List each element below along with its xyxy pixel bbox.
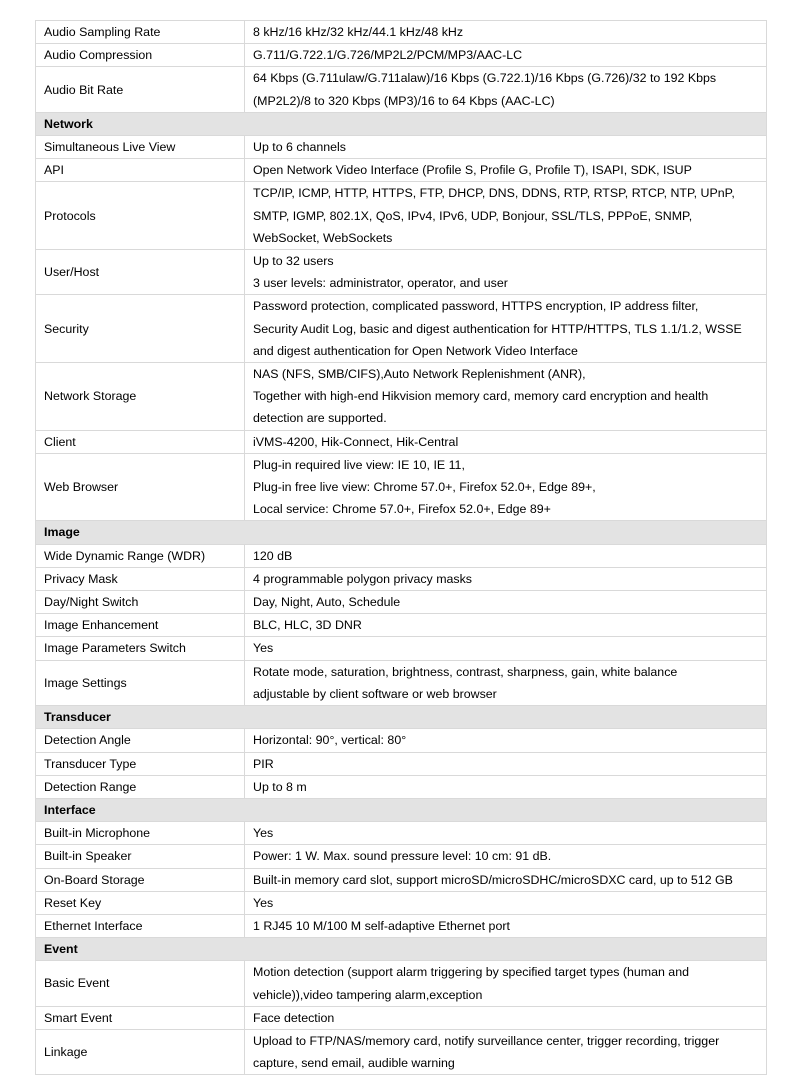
spec-row <box>36 67 767 112</box>
spec-table <box>35 20 767 1075</box>
spec-value-line: 120 dB <box>253 548 293 563</box>
spec-value-line: 4 programmable polygon privacy masks <box>253 571 472 586</box>
spec-value-line: (MP2L2)/8 to 320 Kbps (MP3)/16 to 64 Kbps (AAC-LC) <box>253 93 555 108</box>
spec-row <box>36 891 767 914</box>
spec-row <box>36 295 767 363</box>
spec-value-line: vehicle)),video tampering alarm,exception <box>253 987 483 1002</box>
spec-value-line: Up to 32 users <box>253 254 334 269</box>
spec-value <box>245 614 767 637</box>
spec-value-line: Up to 8 m <box>253 779 307 794</box>
spec-value-line: Plug-in free live view: Chrome 57.0+, Firefox 52.0+, Edge 89+, <box>253 480 596 495</box>
spec-value-line: Yes <box>253 826 274 841</box>
spec-value <box>245 430 767 453</box>
spec-row <box>36 637 767 660</box>
spec-value <box>245 660 767 705</box>
spec-value-line: adjustable by client software or web browser <box>253 686 497 701</box>
spec-value-line: NAS (NFS, SMB/CIFS),Auto Network Replenishment (ANR), <box>253 367 586 382</box>
spec-label: Audio Compression <box>36 44 245 67</box>
spec-label: Built-in Speaker <box>36 845 245 868</box>
spec-value <box>245 822 767 845</box>
spec-value-line: PIR <box>253 756 274 771</box>
spec-value-line: Face detection <box>253 1010 335 1025</box>
spec-label: Basic Event <box>36 961 245 1006</box>
spec-label: Image Settings <box>36 660 245 705</box>
spec-value <box>245 775 767 798</box>
spec-value <box>245 752 767 775</box>
spec-value-line: Plug-in required live view: IE 10, IE 11, <box>253 457 465 472</box>
spec-value-line: Local service: Chrome 57.0+, Firefox 52.0+, Edge 89+ <box>253 502 551 517</box>
spec-value-line: Yes <box>253 895 274 910</box>
spec-value-line: 8 kHz/16 kHz/32 kHz/44.1 kHz/48 kHz <box>253 25 464 39</box>
spec-row <box>36 453 767 521</box>
spec-label: Privacy Mask <box>36 567 245 590</box>
spec-row <box>36 430 767 453</box>
spec-value-line: 3 user levels: administrator, operator, and user <box>253 276 508 291</box>
spec-label: Transducer Type <box>36 752 245 775</box>
spec-row <box>36 1029 767 1074</box>
spec-value-line: SMTP, IGMP, 802.1X, QoS, IPv4, IPv6, UDP, Bonjour, SSL/TLS, PPPoE, SNMP, <box>253 208 693 223</box>
spec-row <box>36 868 767 891</box>
spec-row <box>36 363 767 431</box>
spec-row <box>36 961 767 1006</box>
spec-row <box>36 567 767 590</box>
spec-row <box>36 182 767 250</box>
section-title: Transducer <box>36 706 767 729</box>
spec-row <box>36 775 767 798</box>
spec-label: Web Browser <box>36 453 245 521</box>
spec-label: Reset Key <box>36 891 245 914</box>
spec-row <box>36 159 767 182</box>
spec-value <box>245 637 767 660</box>
spec-value-line: Open Network Video Interface (Profile S, Profile G, Profile T), ISAPI, SDK, ISUP <box>253 163 692 178</box>
spec-label: Day/Night Switch <box>36 591 245 614</box>
spec-row <box>36 544 767 567</box>
spec-value-line: 64 Kbps (G.711ulaw/G.711alaw)/16 Kbps (G.722.1)/16 Kbps (G.726)/32 to 192 Kbps <box>253 71 717 86</box>
spec-label: Image Parameters Switch <box>36 637 245 660</box>
spec-label: Detection Range <box>36 775 245 798</box>
spec-value <box>245 453 767 521</box>
spec-value-line: Upload to FTP/NAS/memory card, notify surveillance center, trigger recording, trigger <box>253 1033 720 1048</box>
spec-row <box>36 822 767 845</box>
spec-row <box>36 729 767 752</box>
spec-label: Built-in Microphone <box>36 822 245 845</box>
section-title: Event <box>36 938 767 961</box>
spec-value <box>245 182 767 250</box>
spec-value <box>245 891 767 914</box>
spec-value-line: Together with high-end Hikvision memory card, memory card encryption and health <box>253 389 709 404</box>
spec-value-line: Power: 1 W. Max. sound pressure level: 10 cm: 91 dB. <box>253 849 552 864</box>
spec-value-line: detection are supported. <box>253 411 387 426</box>
spec-value-line: Up to 6 channels <box>253 140 346 155</box>
spec-row <box>36 136 767 159</box>
section-header-row <box>36 798 767 821</box>
spec-value <box>245 868 767 891</box>
spec-value <box>245 729 767 752</box>
spec-value <box>245 295 767 363</box>
spec-value-line: Day, Night, Auto, Schedule <box>253 595 401 610</box>
spec-value <box>245 961 767 1006</box>
spec-row <box>36 591 767 614</box>
spec-label: Wide Dynamic Range (WDR) <box>36 544 245 567</box>
spec-value-line: TCP/IP, ICMP, HTTP, HTTPS, FTP, DHCP, DNS, DDNS, RTP, RTSP, RTCP, NTP, UPnP, <box>253 186 735 201</box>
spec-label: Protocols <box>36 182 245 250</box>
section-header-row <box>36 938 767 961</box>
spec-value <box>245 914 767 937</box>
spec-label: API <box>36 159 245 182</box>
spec-value <box>245 136 767 159</box>
spec-label: Network Storage <box>36 363 245 431</box>
spec-value <box>245 67 767 112</box>
spec-label: Ethernet Interface <box>36 914 245 937</box>
spec-value <box>245 567 767 590</box>
spec-row <box>36 1006 767 1029</box>
spec-value-line: BLC, HLC, 3D DNR <box>253 618 362 633</box>
section-header-row <box>36 521 767 544</box>
section-title: Network <box>36 112 767 135</box>
spec-value-line: Rotate mode, saturation, brightness, contrast, sharpness, gain, white balance <box>253 664 678 679</box>
spec-label: Simultaneous Live View <box>36 136 245 159</box>
spec-label: Audio Sampling Rate <box>36 21 245 44</box>
spec-value-line: Horizontal: 90°, vertical: 80° <box>253 733 407 748</box>
spec-value-line: Built-in memory card slot, support microSD/microSDHC/microSDXC card, up to 512 GB <box>253 872 733 887</box>
spec-row <box>36 250 767 295</box>
section-header-row <box>36 706 767 729</box>
spec-label: On-Board Storage <box>36 868 245 891</box>
spec-value-line: iVMS-4200, Hik-Connect, Hik-Central <box>253 434 459 449</box>
spec-value <box>245 1029 767 1074</box>
spec-value <box>245 250 767 295</box>
spec-row <box>36 845 767 868</box>
spec-label: Client <box>36 430 245 453</box>
spec-value-line: G.711/G.722.1/G.726/MP2L2/PCM/MP3/AAC-LC <box>253 48 523 63</box>
spec-label: Detection Angle <box>36 729 245 752</box>
spec-value-line: capture, send email, audible warning <box>253 1056 455 1071</box>
spec-label: Linkage <box>36 1029 245 1074</box>
spec-label: Image Enhancement <box>36 614 245 637</box>
spec-table-body <box>36 21 767 1075</box>
spec-value <box>245 159 767 182</box>
spec-row <box>36 614 767 637</box>
spec-row <box>36 21 767 44</box>
spec-value <box>245 1006 767 1029</box>
section-header-row <box>36 112 767 135</box>
spec-value <box>245 363 767 431</box>
spec-value-line: 1 RJ45 10 M/100 M self-adaptive Ethernet port <box>253 918 510 933</box>
spec-row <box>36 660 767 705</box>
spec-value-line: Security Audit Log, basic and digest authentication for HTTP/HTTPS, TLS 1.1/1.2, WSSE <box>253 321 742 336</box>
spec-value-line: Yes <box>253 641 274 656</box>
spec-label: Smart Event <box>36 1006 245 1029</box>
spec-row <box>36 44 767 67</box>
spec-value-line: and digest authentication for Open Network Video Interface <box>253 343 578 358</box>
spec-row <box>36 914 767 937</box>
spec-value <box>245 44 767 67</box>
spec-value-line: Motion detection (support alarm triggering by specified target types (human and <box>253 965 689 980</box>
spec-value-line: WebSocket, WebSockets <box>253 230 393 245</box>
spec-row <box>36 752 767 775</box>
spec-label: Security <box>36 295 245 363</box>
spec-value <box>245 544 767 567</box>
spec-value <box>245 591 767 614</box>
spec-value-line: Password protection, complicated password, HTTPS encryption, IP address filter, <box>253 299 699 314</box>
section-title: Interface <box>36 798 767 821</box>
spec-value <box>245 21 767 44</box>
spec-label: Audio Bit Rate <box>36 67 245 112</box>
spec-label: User/Host <box>36 250 245 295</box>
spec-value <box>245 845 767 868</box>
section-title: Image <box>36 521 767 544</box>
